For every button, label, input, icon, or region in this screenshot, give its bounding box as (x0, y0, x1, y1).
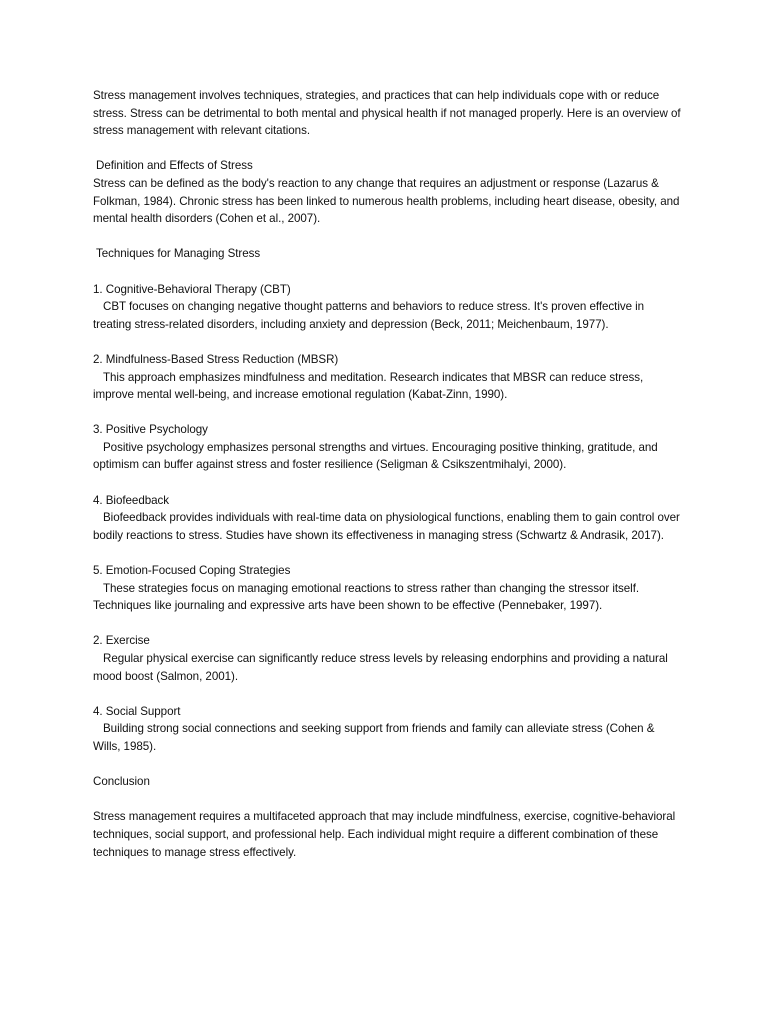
list-item (93, 421, 683, 474)
conclusion-paragraph: Stress management requires a multifaceted approach that may include mindfulness, exercise, cognitive-behavioral techniques, social support, and professional help. Each individual might require a different combination of these techniques to manage stress effectively. (93, 810, 676, 859)
list-item (93, 562, 683, 615)
list-item (93, 351, 683, 404)
item-body: Building strong social connections and seeking support from friends and family can alleviate stress (Cohen & Wills, 1985). (93, 722, 655, 753)
definition-paragraph: Stress can be defined as the body's reaction to any change that requires an adjustment or response (Lazarus & Folkman, 1984). Chronic stress has been linked to numerous health problems, including heart disease, obesity, and mental health disorders (Cohen et al., 2007). (93, 176, 680, 226)
item-body: CBT focuses on changing negative thought patterns and behaviors to reduce stress. It's proven effective in treating stress-related disorders, including anxiety and depression (Beck, 2011; Meichenbaum, 1977). (93, 300, 645, 331)
item-title: 1. Cognitive-Behavioral Therapy (CBT) (93, 282, 291, 296)
item-title: 4. Biofeedback (93, 493, 170, 507)
conclusion-heading: Conclusion (93, 775, 150, 789)
list-item (93, 632, 683, 685)
item-body: Biofeedback provides individuals with real-time data on physiological functions, enabling them to gain control over bodily reactions to stress. Studies have shown its effectiveness in managing stress (Schwartz & Andrasik, 2017). (93, 511, 680, 542)
document-page (93, 87, 683, 861)
item-title: 2. Exercise (93, 634, 150, 648)
list-item (93, 281, 683, 334)
definition-heading: Definition and Effects of Stress (96, 159, 253, 173)
item-title: 4. Social Support (93, 704, 181, 718)
item-body: This approach emphasizes mindfulness and meditation. Research indicates that MBSR can reduce stress, improve mental well-being, and increase emotional regulation (Kabat-Zinn, 1990). (93, 370, 644, 402)
item-title: 2. Mindfulness-Based Stress Reduction (MBSR) (93, 352, 339, 366)
list-item (93, 492, 683, 545)
item-title: 5. Emotion-Focused Coping Strategies (93, 564, 291, 578)
item-title: 3. Positive Psychology (93, 423, 208, 437)
item-body: Regular physical exercise can significantly reduce stress levels by releasing endorphins and providing a natural mood boost (Salmon, 2001). (93, 652, 668, 683)
techniques-heading: Techniques for Managing Stress (96, 247, 261, 261)
intro-paragraph: Stress management involves techniques, strategies, and practices that can help individuals cope with or reduce stress. Stress can be detrimental to both mental and physical health if not managed properly. Here is an overview of stress management with relevant citations. (93, 89, 681, 138)
item-body: Positive psychology emphasizes personal strengths and virtues. Encouraging positive thinking, gratitude, and optimism can buffer against stress and foster resilience (Seligman & Csikszentmihalyi, 2000). (93, 440, 658, 472)
list-item (93, 703, 683, 756)
item-body: These strategies focus on managing emotional reactions to stress rather than changing the stressor itself. Techniques like journaling and expressive arts have been shown to be effective (Pennebaker, 1997). (93, 581, 640, 613)
